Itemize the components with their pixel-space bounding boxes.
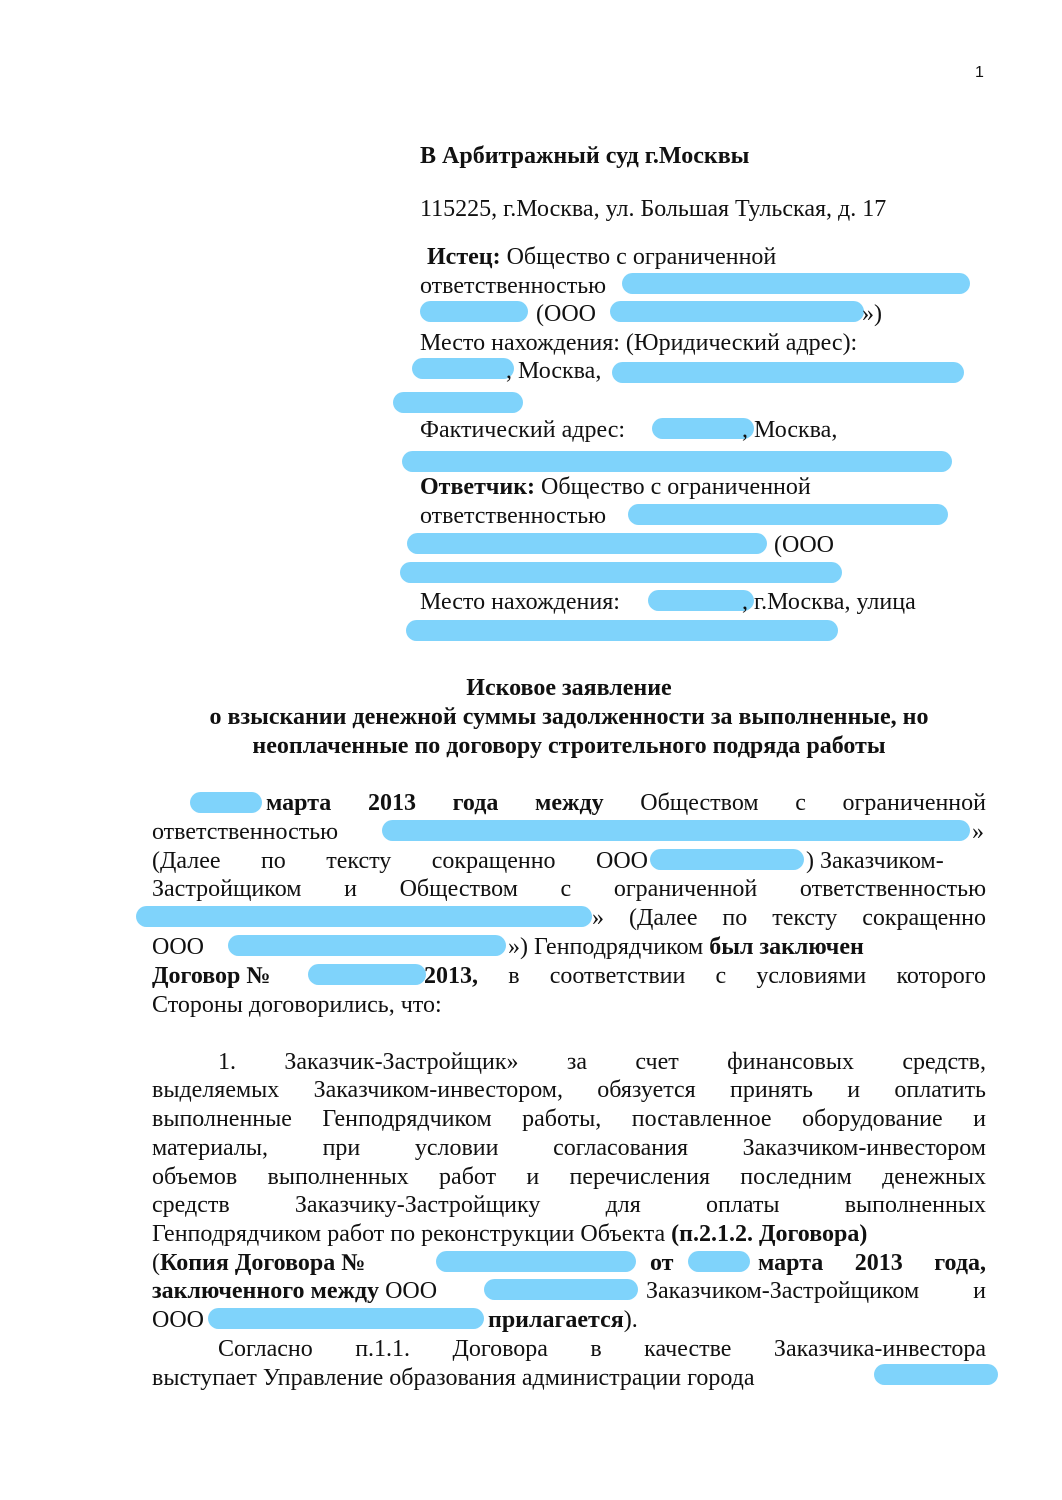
redaction-mark: [406, 620, 838, 641]
para1-line7a: Договор №: [152, 963, 271, 989]
para1-line7b: 2013, в соответствии с условиями которого: [424, 963, 986, 989]
defendant-location: Место нахождения:: [420, 589, 620, 615]
redaction-mark: [622, 273, 970, 294]
para2-line3: выполненные Генподрядчиком работы, поставленное оборудование и: [152, 1106, 986, 1132]
para1-line8: Стороны договорились, что:: [152, 992, 442, 1018]
defendant-line2: ответственностью: [420, 503, 607, 529]
plaintiff-line1: Истец: Общество с ограниченной: [427, 244, 777, 270]
para2-line9c: Заказчиком-Застройщиком и: [646, 1278, 986, 1304]
para2-line8d: марта 2013 года,: [758, 1250, 986, 1276]
para2-line1: 1. Заказчик-Застройщик» за счет финансовых средств,: [218, 1049, 986, 1075]
plaintiff-line2: ответственностью: [420, 273, 607, 299]
document-subtitle-2: неоплаченные по договору строительного подряда работы: [252, 733, 886, 759]
plaintiff-actual-address: Фактический адрес:: [420, 417, 626, 443]
redaction-mark: [436, 1251, 636, 1272]
redaction-mark: [610, 301, 864, 322]
redaction-mark: [402, 451, 952, 472]
redaction-mark: [650, 849, 804, 870]
para3-line1: Согласно п.1.1. Договора в качестве Заказчика-инвестора: [218, 1336, 986, 1362]
plaintiff-line3-end: »): [862, 301, 882, 327]
redaction-mark: [190, 792, 262, 813]
redaction-mark: [874, 1364, 998, 1385]
para1-line5: » (Далее по тексту сокращенно: [592, 905, 986, 931]
para2-line6: средств Заказчику-Застройщику для оплаты выполненных: [152, 1192, 986, 1218]
para2-line5: объемов выполненных работ и перечисления последним денежных: [152, 1164, 986, 1190]
para1-line2-end: »: [972, 819, 984, 845]
redaction-mark: [393, 392, 523, 413]
document-title: Исковое заявление: [466, 675, 672, 701]
redaction-mark: [412, 358, 514, 379]
para2-line10b: прилагается).: [488, 1307, 638, 1333]
para2-line9a: заключенного между ООО: [152, 1278, 438, 1304]
plaintiff-line3: (ООО: [536, 301, 596, 327]
redaction-mark: [400, 562, 842, 583]
para2-line10a: ООО: [152, 1307, 204, 1333]
defendant-ooo: (ООО: [774, 532, 834, 558]
plaintiff-actual-city: , Москва,: [742, 417, 838, 443]
redaction-mark: [652, 418, 754, 439]
para2-line4: материалы, при условии согласования Заказчиком-инвестором: [152, 1135, 986, 1161]
para1-line6a: ООО: [152, 934, 204, 960]
redaction-mark: [407, 533, 767, 554]
document-subtitle-1: о взыскании денежной суммы задолженности за выполненные, но: [209, 704, 929, 730]
court-address: 115225, г.Москва, ул. Большая Тульская, д. 17: [420, 196, 887, 222]
para2-line7: Генподрядчиком работ по реконструкции Объекта (п.2.1.2. Договора): [152, 1221, 868, 1247]
plaintiff-location-city: , Москва,: [506, 358, 602, 384]
redaction-mark: [612, 362, 964, 383]
plaintiff-location: Место нахождения: (Юридический адрес):: [420, 330, 858, 356]
redaction-mark: [382, 820, 970, 841]
para1-line4: Застройщиком и Обществом с ограниченной ответственностью: [152, 876, 986, 902]
redaction-mark: [628, 504, 948, 525]
para1-line1: марта 2013 года между Обществом с ограниченной: [266, 790, 986, 816]
redaction-mark: [136, 906, 592, 927]
para2-line8c: от: [650, 1250, 674, 1276]
defendant-line1: Ответчик: Общество с ограниченной: [420, 474, 811, 500]
redaction-mark: [308, 964, 426, 985]
para2-line2: выделяемых Заказчиком-инвестором, обязуется принять и оплатить: [152, 1077, 986, 1103]
para1-line2: ответственностью: [152, 819, 339, 845]
para1-line6b: ») Генподрядчиком был заключен: [508, 934, 864, 960]
redaction-mark: [648, 590, 754, 611]
redaction-mark: [688, 1251, 750, 1272]
defendant-location-city: , г.Москва, улица: [742, 589, 916, 615]
para1-line3b: ) Заказчиком-: [806, 848, 944, 874]
para1-line3a: (Далее по тексту сокращенно ООО: [152, 848, 648, 874]
redaction-mark: [420, 301, 528, 322]
redaction-mark: [484, 1279, 638, 1300]
para3-line2: выступает Управление образования администрации города: [152, 1365, 755, 1391]
para2-line8a: (Копия Договора №: [152, 1250, 366, 1276]
page-number: 1: [975, 64, 984, 81]
redaction-mark: [208, 1308, 484, 1329]
redaction-mark: [228, 935, 506, 956]
court-title: В Арбитражный суд г.Москвы: [420, 143, 750, 169]
